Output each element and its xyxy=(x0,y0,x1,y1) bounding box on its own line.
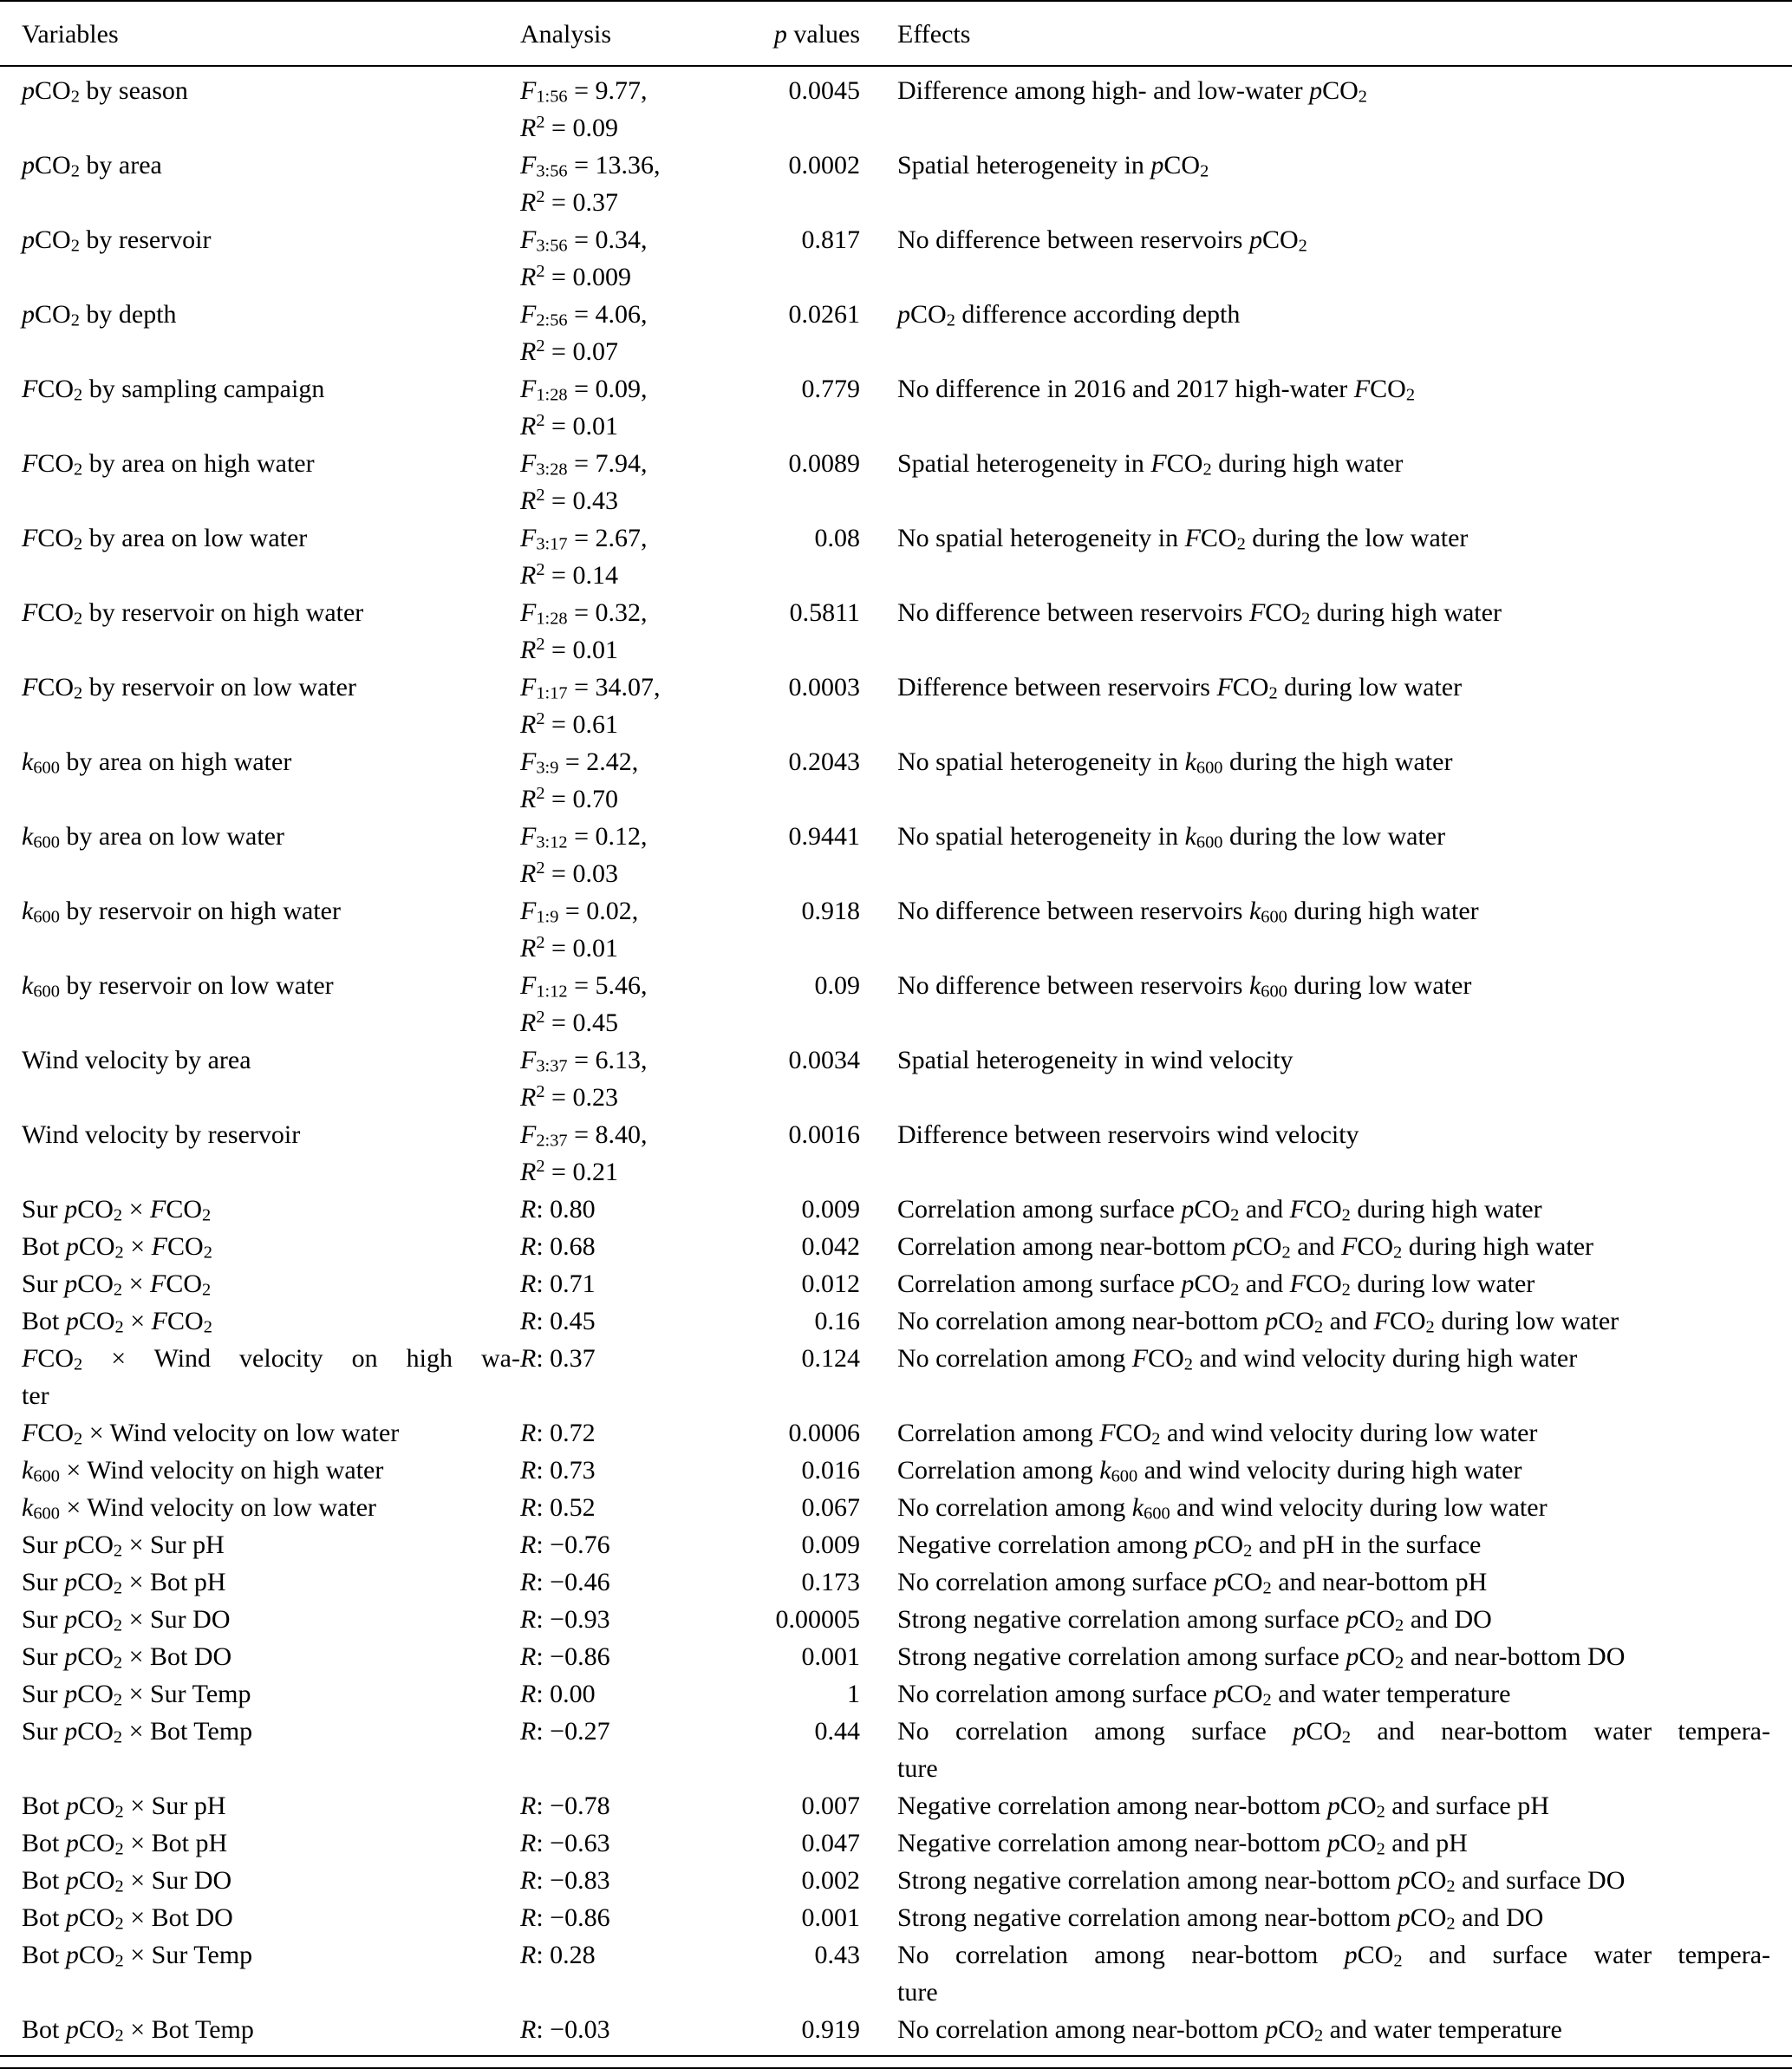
analysis-cell xyxy=(520,1638,739,1675)
table-row xyxy=(0,1116,1792,1191)
effect-cell: Correlation among near-bottom pCO$_2$ and $FCO_2$ during high water xyxy=(897,1232,1594,1263)
effect-cell: pCO$_2$ difference according depth xyxy=(897,300,1241,330)
analysis-line: $R^2 = 0.45$ xyxy=(520,1007,618,1037)
analysis-line: R: −0.83 xyxy=(520,1866,610,1895)
table-row xyxy=(0,1824,1792,1862)
analysis-cell xyxy=(520,743,739,818)
analysis-cell xyxy=(520,1862,739,1899)
p-value-cell: 0.0045 xyxy=(788,76,860,105)
p-value-cell: 0.0089 xyxy=(788,449,860,478)
variable-cell: $k_{600}$ × Wind velocity on low water xyxy=(22,1493,377,1524)
variable-cell: $FCO_2$ × Wind velocity on high wa- ter xyxy=(22,1344,520,1410)
analysis-cell xyxy=(520,1675,739,1713)
table-row xyxy=(0,1787,1792,1824)
header-row xyxy=(0,1,1792,66)
variable-cell: Bot pCO$_2$ × Sur DO xyxy=(22,1866,232,1896)
variable-cell: $FCO_2$ by area on low water xyxy=(22,524,308,554)
effect-cell: No correlation among near-bottom pCO$_2$ and $FCO_2$ during low water xyxy=(897,1307,1619,1337)
analysis-line: R: −0.63 xyxy=(520,1829,610,1857)
p-value-cell: 0.007 xyxy=(801,1792,860,1820)
effect-cell: No difference between reservoirs $k_{600}$ during high water xyxy=(897,897,1479,927)
effect-cell: No correlation among surface pCO$_2$ and near-bottom pH xyxy=(897,1568,1488,1598)
variable-cell: Sur pCO$_2$ × Bot pH xyxy=(22,1568,226,1598)
analysis-line: $F_{3:17} = 2.67$, xyxy=(520,524,648,554)
analysis-line: $F_{1:28} = 0.32$, xyxy=(520,598,648,629)
table-row xyxy=(0,2011,1792,2056)
table-row xyxy=(0,1563,1792,1601)
table-row xyxy=(0,1713,1792,1787)
analysis-line: R: −0.93 xyxy=(520,1605,610,1634)
variable-cell: pCO$_2$ by depth xyxy=(22,300,177,330)
variable-cell: Bot pCO$_2$ × Bot pH xyxy=(22,1829,228,1859)
analysis-line: $R^2 = 0.07$ xyxy=(520,336,618,366)
table-row xyxy=(0,1302,1792,1340)
analysis-line: $F_{3:56} = 0.34$, xyxy=(520,225,648,256)
table-row xyxy=(0,1414,1792,1452)
p-value-cell: 0.9441 xyxy=(788,822,860,851)
variable-cell: $k_{600}$ by area on high water xyxy=(22,747,292,778)
analysis-line: $R^2 = 0.01$ xyxy=(520,634,618,664)
effect-cell: Strong negative correlation among surface pCO$_2$ and near-bottom DO xyxy=(897,1642,1626,1673)
variable-cell: $FCO_2$ by sampling campaign xyxy=(22,375,325,405)
p-value-cell: 0.817 xyxy=(801,225,860,254)
p-value-cell: 0.067 xyxy=(801,1493,860,1522)
analysis-cell xyxy=(520,1041,739,1116)
p-value-cell: 0.002 xyxy=(801,1866,860,1895)
analysis-line: R: −0.46 xyxy=(520,1568,610,1596)
analysis-line: $R^2 = 0.09$ xyxy=(520,112,618,142)
effect-cell: No difference between reservoirs $k_{600}$ during low water xyxy=(897,971,1472,1002)
effect-cell: Spatial heterogeneity in $FCO_2$ during high water xyxy=(897,449,1404,480)
p-value-cell: 0.779 xyxy=(801,375,860,403)
p-value-cell: 0.047 xyxy=(801,1829,860,1857)
variable-cell: $FCO_2$ by reservoir on low water xyxy=(22,673,356,703)
variable-cell: Wind velocity by reservoir xyxy=(22,1120,301,1149)
p-value-cell: 1 xyxy=(847,1680,860,1708)
p-value-cell: 0.001 xyxy=(801,1903,860,1932)
variable-cell: $FCO_2$ by area on high water xyxy=(22,449,315,480)
analysis-line: R: 0.80 xyxy=(520,1195,596,1224)
analysis-line: $F_{3:9} = 2.42$, xyxy=(520,747,639,778)
variable-cell: Bot pCO$_2$ × Sur Temp xyxy=(22,1941,253,1971)
table-row xyxy=(0,818,1792,892)
analysis-line: R: 0.72 xyxy=(520,1419,596,1447)
effect-cell: No difference in 2016 and 2017 high-water $FCO_2$ xyxy=(897,375,1416,405)
analysis-cell xyxy=(520,1563,739,1601)
analysis-line: $R^2 = 0.61$ xyxy=(520,708,618,739)
effect-cell: Correlation among surface pCO$_2$ and $FCO_2$ during high water xyxy=(897,1195,1542,1225)
p-value-cell: 0.0034 xyxy=(788,1046,860,1074)
analysis-cell xyxy=(520,1489,739,1526)
analysis-line: R: 0.45 xyxy=(520,1307,596,1335)
effect-cell: Strong negative correlation among near-bottom pCO$_2$ and surface DO xyxy=(897,1866,1626,1896)
analysis-cell xyxy=(520,892,739,967)
analysis-line: $R^2 = 0.14$ xyxy=(520,559,618,590)
column-header-effects: Effects xyxy=(860,1,1792,66)
analysis-line: R: −0.27 xyxy=(520,1717,610,1746)
variable-cell: pCO$_2$ by season xyxy=(22,76,188,107)
table-row xyxy=(0,370,1792,445)
analysis-line: $F_{1:9} = 0.02$, xyxy=(520,897,639,927)
p-value-cell: 0.08 xyxy=(814,524,860,552)
analysis-cell xyxy=(520,2011,739,2056)
effect-cell: No correlation among near-bottom pCO$_2$ and water temperature xyxy=(897,2015,1562,2046)
table-row xyxy=(0,221,1792,296)
analysis-cell xyxy=(520,1228,739,1265)
analysis-line: $F_{1:28} = 0.09$, xyxy=(520,375,648,405)
analysis-cell xyxy=(520,1526,739,1563)
p-value-cell: 0.016 xyxy=(801,1456,860,1485)
analysis-line: $F_{3:28} = 7.94$, xyxy=(520,449,648,480)
table-row xyxy=(0,1526,1792,1563)
analysis-line: R: −0.78 xyxy=(520,1792,610,1820)
table-row xyxy=(0,1638,1792,1675)
table-row xyxy=(0,967,1792,1041)
p-value-cell: 0.0261 xyxy=(788,300,860,329)
analysis-cell xyxy=(520,967,739,1041)
analysis-line: $R^2 = 0.43$ xyxy=(520,485,618,515)
table-row xyxy=(0,1601,1792,1638)
effect-cell: Spatial heterogeneity in wind velocity xyxy=(897,1046,1293,1074)
analysis-line: $F_{3:37} = 6.13$, xyxy=(520,1046,648,1076)
table-row xyxy=(0,669,1792,743)
variable-cell: Sur pCO$_2$ × Sur DO xyxy=(22,1605,231,1635)
p-value-cell: 0.124 xyxy=(801,1344,860,1373)
table-row xyxy=(0,1265,1792,1302)
variable-cell: $FCO_2$ by reservoir on high water xyxy=(22,598,364,629)
table-row xyxy=(0,1452,1792,1489)
variable-cell: $FCO_2$ × Wind velocity on low water xyxy=(22,1419,400,1449)
table-row xyxy=(0,1041,1792,1116)
p-value-cell: 0.009 xyxy=(801,1195,860,1224)
analysis-cell xyxy=(520,1601,739,1638)
variable-cell: Sur $pCO_2 \times FCO_2$ xyxy=(22,1195,212,1225)
analysis-line: $R^2 = 0.01$ xyxy=(520,932,618,963)
analysis-cell xyxy=(520,221,739,296)
table-row xyxy=(0,66,1792,147)
table-row xyxy=(0,519,1792,594)
table-row xyxy=(0,445,1792,519)
analysis-cell xyxy=(520,1452,739,1489)
effect-cell: No correlation among surface pCO$_2$ and near-bottom water tempera- ture xyxy=(897,1717,1770,1783)
effect-cell: No correlation among $k_{600}$ and wind velocity during low water xyxy=(897,1493,1548,1524)
analysis-cell xyxy=(520,445,739,519)
table-row xyxy=(0,594,1792,669)
analysis-cell xyxy=(520,370,739,445)
analysis-cell xyxy=(520,1265,739,1302)
variable-cell: $k_{600}$ by reservoir on high water xyxy=(22,897,341,927)
analysis-line: R: −0.03 xyxy=(520,2015,610,2044)
effect-cell: Correlation among $k_{600}$ and wind velocity during high water xyxy=(897,1456,1522,1486)
effect-cell: No difference between reservoirs $FCO_2$ during high water xyxy=(897,598,1502,629)
analysis-line: R: 0.73 xyxy=(520,1456,596,1485)
analysis-line: $F_{1:17} = 34.07$, xyxy=(520,673,661,703)
analysis-line: $R^2 = 0.21$ xyxy=(520,1156,618,1186)
variable-cell: $k_{600}$ by area on low water xyxy=(22,822,284,852)
table-row xyxy=(0,147,1792,221)
effect-cell: Strong negative correlation among surface pCO$_2$ and DO xyxy=(897,1605,1492,1635)
analysis-cell xyxy=(520,594,739,669)
analysis-line: R: 0.71 xyxy=(520,1269,596,1298)
column-header-p-values: p values xyxy=(739,1,860,66)
analysis-cell xyxy=(520,147,739,221)
analysis-line: R: 0.00 xyxy=(520,1680,596,1708)
analysis-line: $R^2 = 0.009$ xyxy=(520,261,631,291)
analysis-cell xyxy=(520,519,739,594)
variable-cell: Sur $pCO_2 \times FCO_2$ xyxy=(22,1269,212,1300)
variable-cell: $k_{600}$ by reservoir on low water xyxy=(22,971,334,1002)
variable-cell: $k_{600}$ × Wind velocity on high water xyxy=(22,1456,384,1486)
analysis-line: R: −0.86 xyxy=(520,1903,610,1932)
p-value-cell: 0.012 xyxy=(801,1269,860,1298)
column-header-variables: Variables xyxy=(0,1,520,66)
table-header xyxy=(0,1,1792,66)
effect-cell: No spatial heterogeneity in $FCO_2$ during the low water xyxy=(897,524,1469,554)
analysis-line: $R^2 = 0.70$ xyxy=(520,783,618,813)
p-value-cell: 0.0003 xyxy=(788,673,860,702)
analysis-line: R: −0.76 xyxy=(520,1531,610,1559)
table-row xyxy=(0,1936,1792,2011)
analysis-line: R: −0.86 xyxy=(520,1642,610,1671)
analysis-line: $R^2 = 0.23$ xyxy=(520,1081,618,1112)
analysis-cell xyxy=(520,1116,739,1191)
analysis-line: $F_{2:56} = 4.06$, xyxy=(520,300,648,330)
variable-cell: Bot $pCO_2 \times FCO_2$ xyxy=(22,1307,212,1337)
effect-cell: Difference among high- and low-water pCO$_2$ xyxy=(897,76,1367,107)
effect-cell: No correlation among $FCO_2$ and wind velocity during high water xyxy=(897,1344,1578,1374)
analysis-line: $F_{1:56} = 9.77$, xyxy=(520,76,648,107)
effect-cell: Spatial heterogeneity in pCO$_2$ xyxy=(897,151,1209,181)
p-value-cell: 0.2043 xyxy=(788,747,860,776)
variable-cell: Bot pCO$_2$ × Bot Temp xyxy=(22,2015,254,2046)
analysis-line: $F_{2:37} = 8.40$, xyxy=(520,1120,648,1151)
p-value-cell: 0.173 xyxy=(801,1568,860,1596)
table-row xyxy=(0,743,1792,818)
analysis-line: R: 0.28 xyxy=(520,1941,596,1969)
variable-cell: pCO$_2$ by area xyxy=(22,151,162,181)
table-row xyxy=(0,1228,1792,1265)
table-row xyxy=(0,1862,1792,1899)
effect-cell: Negative correlation among pCO$_2$ and pH in the surface xyxy=(897,1531,1482,1561)
p-value-cell: 0.5811 xyxy=(789,598,860,627)
analysis-cell xyxy=(520,1936,739,2011)
table-row xyxy=(0,1191,1792,1228)
table-row xyxy=(0,892,1792,967)
table-row xyxy=(0,1899,1792,1936)
p-value-cell: 0.00005 xyxy=(775,1605,860,1634)
variable-cell: Wind velocity by area xyxy=(22,1046,251,1074)
analysis-line: $R^2 = 0.03$ xyxy=(520,858,618,888)
effect-cell: Difference between reservoirs $FCO_2$ during low water xyxy=(897,673,1463,703)
p-value-cell: 0.009 xyxy=(801,1531,860,1559)
p-value-cell: 0.0016 xyxy=(788,1120,860,1149)
variable-cell: Sur pCO$_2$ × Sur Temp xyxy=(22,1680,251,1710)
analysis-cell xyxy=(520,1191,739,1228)
effect-cell: Difference between reservoirs wind velocity xyxy=(897,1120,1359,1149)
table-row xyxy=(0,296,1792,370)
analysis-cell xyxy=(520,1302,739,1340)
variable-cell: Sur pCO$_2$ × Sur pH xyxy=(22,1531,225,1561)
variable-cell: Sur pCO$_2$ × Bot DO xyxy=(22,1642,232,1673)
analysis-cell xyxy=(520,1414,739,1452)
effect-cell: No difference between reservoirs pCO$_2$ xyxy=(897,225,1307,256)
variable-cell: pCO$_2$ by reservoir xyxy=(22,225,212,256)
effect-cell: Negative correlation among near-bottom pCO$_2$ and surface pH xyxy=(897,1792,1549,1822)
effect-cell: No spatial heterogeneity in $k_{600}$ during the high water xyxy=(897,747,1453,778)
analysis-line: $F_{3:12} = 0.12$, xyxy=(520,822,648,852)
p-value-cell: 0.0002 xyxy=(788,151,860,179)
p-value-cell: 0.042 xyxy=(801,1232,860,1261)
analysis-line: $F_{3:56} = 13.36$, xyxy=(520,151,661,181)
effect-cell: Correlation among surface pCO$_2$ and $FCO_2$ during low water xyxy=(897,1269,1535,1300)
analysis-cell xyxy=(520,1787,739,1824)
table-row xyxy=(0,1675,1792,1713)
analysis-cell xyxy=(520,296,739,370)
variable-cell: Bot pCO$_2$ × Sur pH xyxy=(22,1792,226,1822)
analysis-line: R: 0.37 xyxy=(520,1344,596,1373)
analysis-cell xyxy=(520,1899,739,1936)
analysis-line: R: 0.52 xyxy=(520,1493,596,1522)
effect-cell: Strong negative correlation among near-bottom pCO$_2$ and DO xyxy=(897,1903,1544,1934)
analysis-line: $R^2 = 0.01$ xyxy=(520,410,618,441)
p-value-cell: 0.43 xyxy=(814,1941,860,1969)
p-value-cell: 0.09 xyxy=(814,971,860,1000)
p-value-cell: 0.16 xyxy=(814,1307,860,1335)
effect-cell: No correlation among near-bottom pCO$_2$ and surface water tempera- ture xyxy=(897,1941,1771,2007)
p-value-cell: 0.44 xyxy=(814,1717,860,1746)
effect-cell: No spatial heterogeneity in $k_{600}$ during the low water xyxy=(897,822,1446,852)
variable-cell: Bot pCO$_2$ × Bot DO xyxy=(22,1903,233,1934)
table-body xyxy=(0,66,1792,2056)
table-row xyxy=(0,1489,1792,1526)
variable-cell: Bot $pCO_2 \times FCO_2$ xyxy=(22,1232,212,1263)
analysis-cell xyxy=(520,1713,739,1787)
analysis-cell xyxy=(520,818,739,892)
p-value-cell: 0.0006 xyxy=(788,1419,860,1447)
variable-cell: Sur pCO$_2$ × Bot Temp xyxy=(22,1717,253,1747)
analysis-line: $F_{1:12} = 5.46$, xyxy=(520,971,648,1002)
table-row xyxy=(0,1340,1792,1414)
analysis-line: R: 0.68 xyxy=(520,1232,596,1261)
p-value-cell: 0.001 xyxy=(801,1642,860,1671)
effect-cell: Correlation among $FCO_2$ and wind velocity during low water xyxy=(897,1419,1538,1449)
column-header-analysis: Analysis xyxy=(520,1,739,66)
analysis-cell xyxy=(520,66,739,147)
analysis-line: $R^2 = 0.37$ xyxy=(520,186,618,217)
effect-cell: Negative correlation among near-bottom pCO$_2$ and pH xyxy=(897,1829,1468,1859)
p-value-cell: 0.918 xyxy=(801,897,860,925)
analysis-cell xyxy=(520,1340,739,1414)
effect-cell: No correlation among surface pCO$_2$ and water temperature xyxy=(897,1680,1511,1710)
analysis-cell xyxy=(520,669,739,743)
p-value-cell: 0.919 xyxy=(801,2015,860,2044)
analysis-cell xyxy=(520,1824,739,1862)
